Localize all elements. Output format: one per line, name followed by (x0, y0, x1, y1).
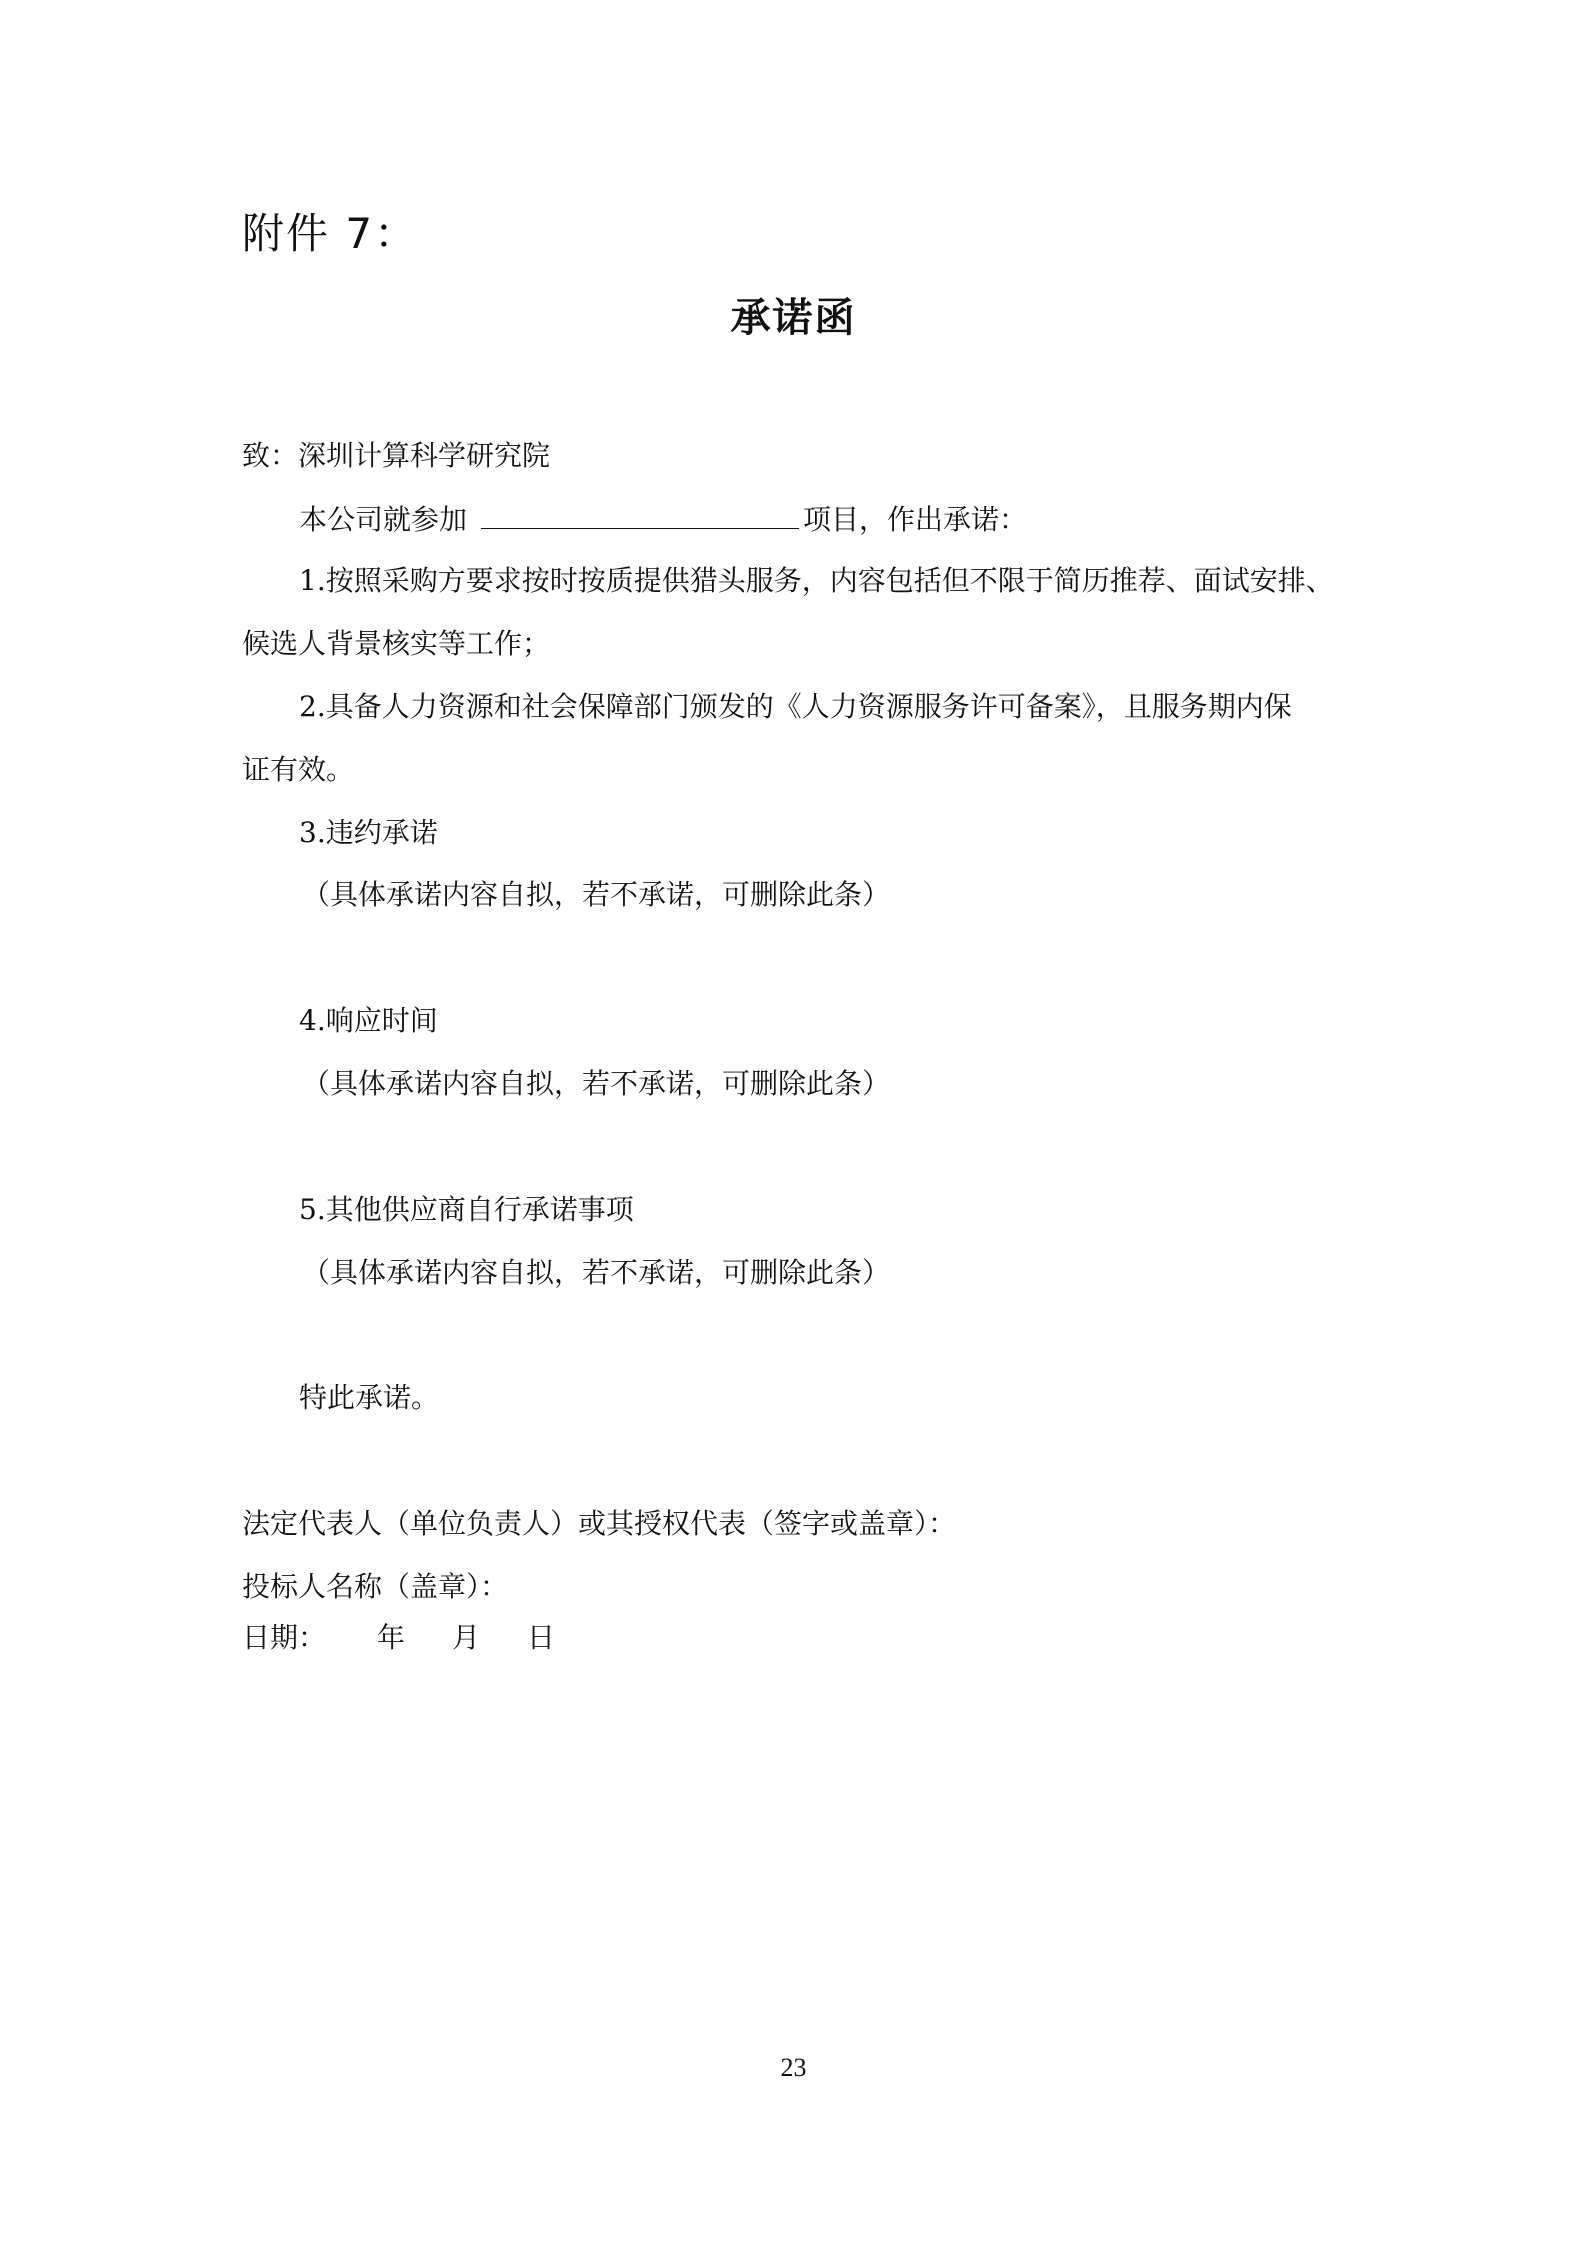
item-3-heading: 3.违约承诺 (299, 816, 438, 849)
intro-line (299, 500, 1027, 538)
date-line (242, 1620, 555, 1656)
date-day-label: 日 (527, 1621, 556, 1654)
recipient-line: 致：深圳计算科学研究院 (242, 439, 551, 472)
date-label: 日期： (242, 1621, 327, 1654)
item-2-line-1: 2.具备人力资源和社会保障部门颁发的《人力资源服务许可备案》，且服务期内保 (299, 690, 1292, 723)
item-5-note: （具体承诺内容自拟，若不承诺，可删除此条） (302, 1256, 891, 1289)
item-2-line-2: 证有效。 (242, 753, 355, 786)
date-month-label: 月 (452, 1621, 481, 1654)
intro-after-blank: 项目，作出承诺： (803, 503, 1028, 536)
page-number: 23 (780, 2053, 807, 2082)
item-4-note: （具体承诺内容自拟，若不承诺，可删除此条） (302, 1067, 891, 1100)
intro-before-blank: 本公司就参加 (299, 503, 468, 536)
item-1-line-2: 候选人背景核实等工作； (242, 627, 551, 660)
date-year-label: 年 (377, 1621, 406, 1654)
closing-line: 特此承诺。 (299, 1381, 440, 1414)
project-name-blank[interactable] (481, 500, 799, 529)
item-5-heading: 5.其他供应商自行承诺事项 (299, 1193, 634, 1226)
item-4-heading: 4.响应时间 (299, 1004, 438, 1037)
item-1-line-1: 1.按照采购方要求按时按质提供猎头服务，内容包括但不限于简历推荐、面试安排、 (299, 564, 1334, 597)
attachment-label: 附件 7： (242, 209, 419, 258)
item-3-note: （具体承诺内容自拟，若不承诺，可删除此条） (302, 878, 891, 911)
document-title: 承诺函 (730, 295, 857, 341)
bidder-name-line: 投标人名称（盖章）： (242, 1570, 509, 1603)
legal-rep-line: 法定代表人（单位负责人）或其授权代表（签字或盖章）： (242, 1507, 957, 1540)
